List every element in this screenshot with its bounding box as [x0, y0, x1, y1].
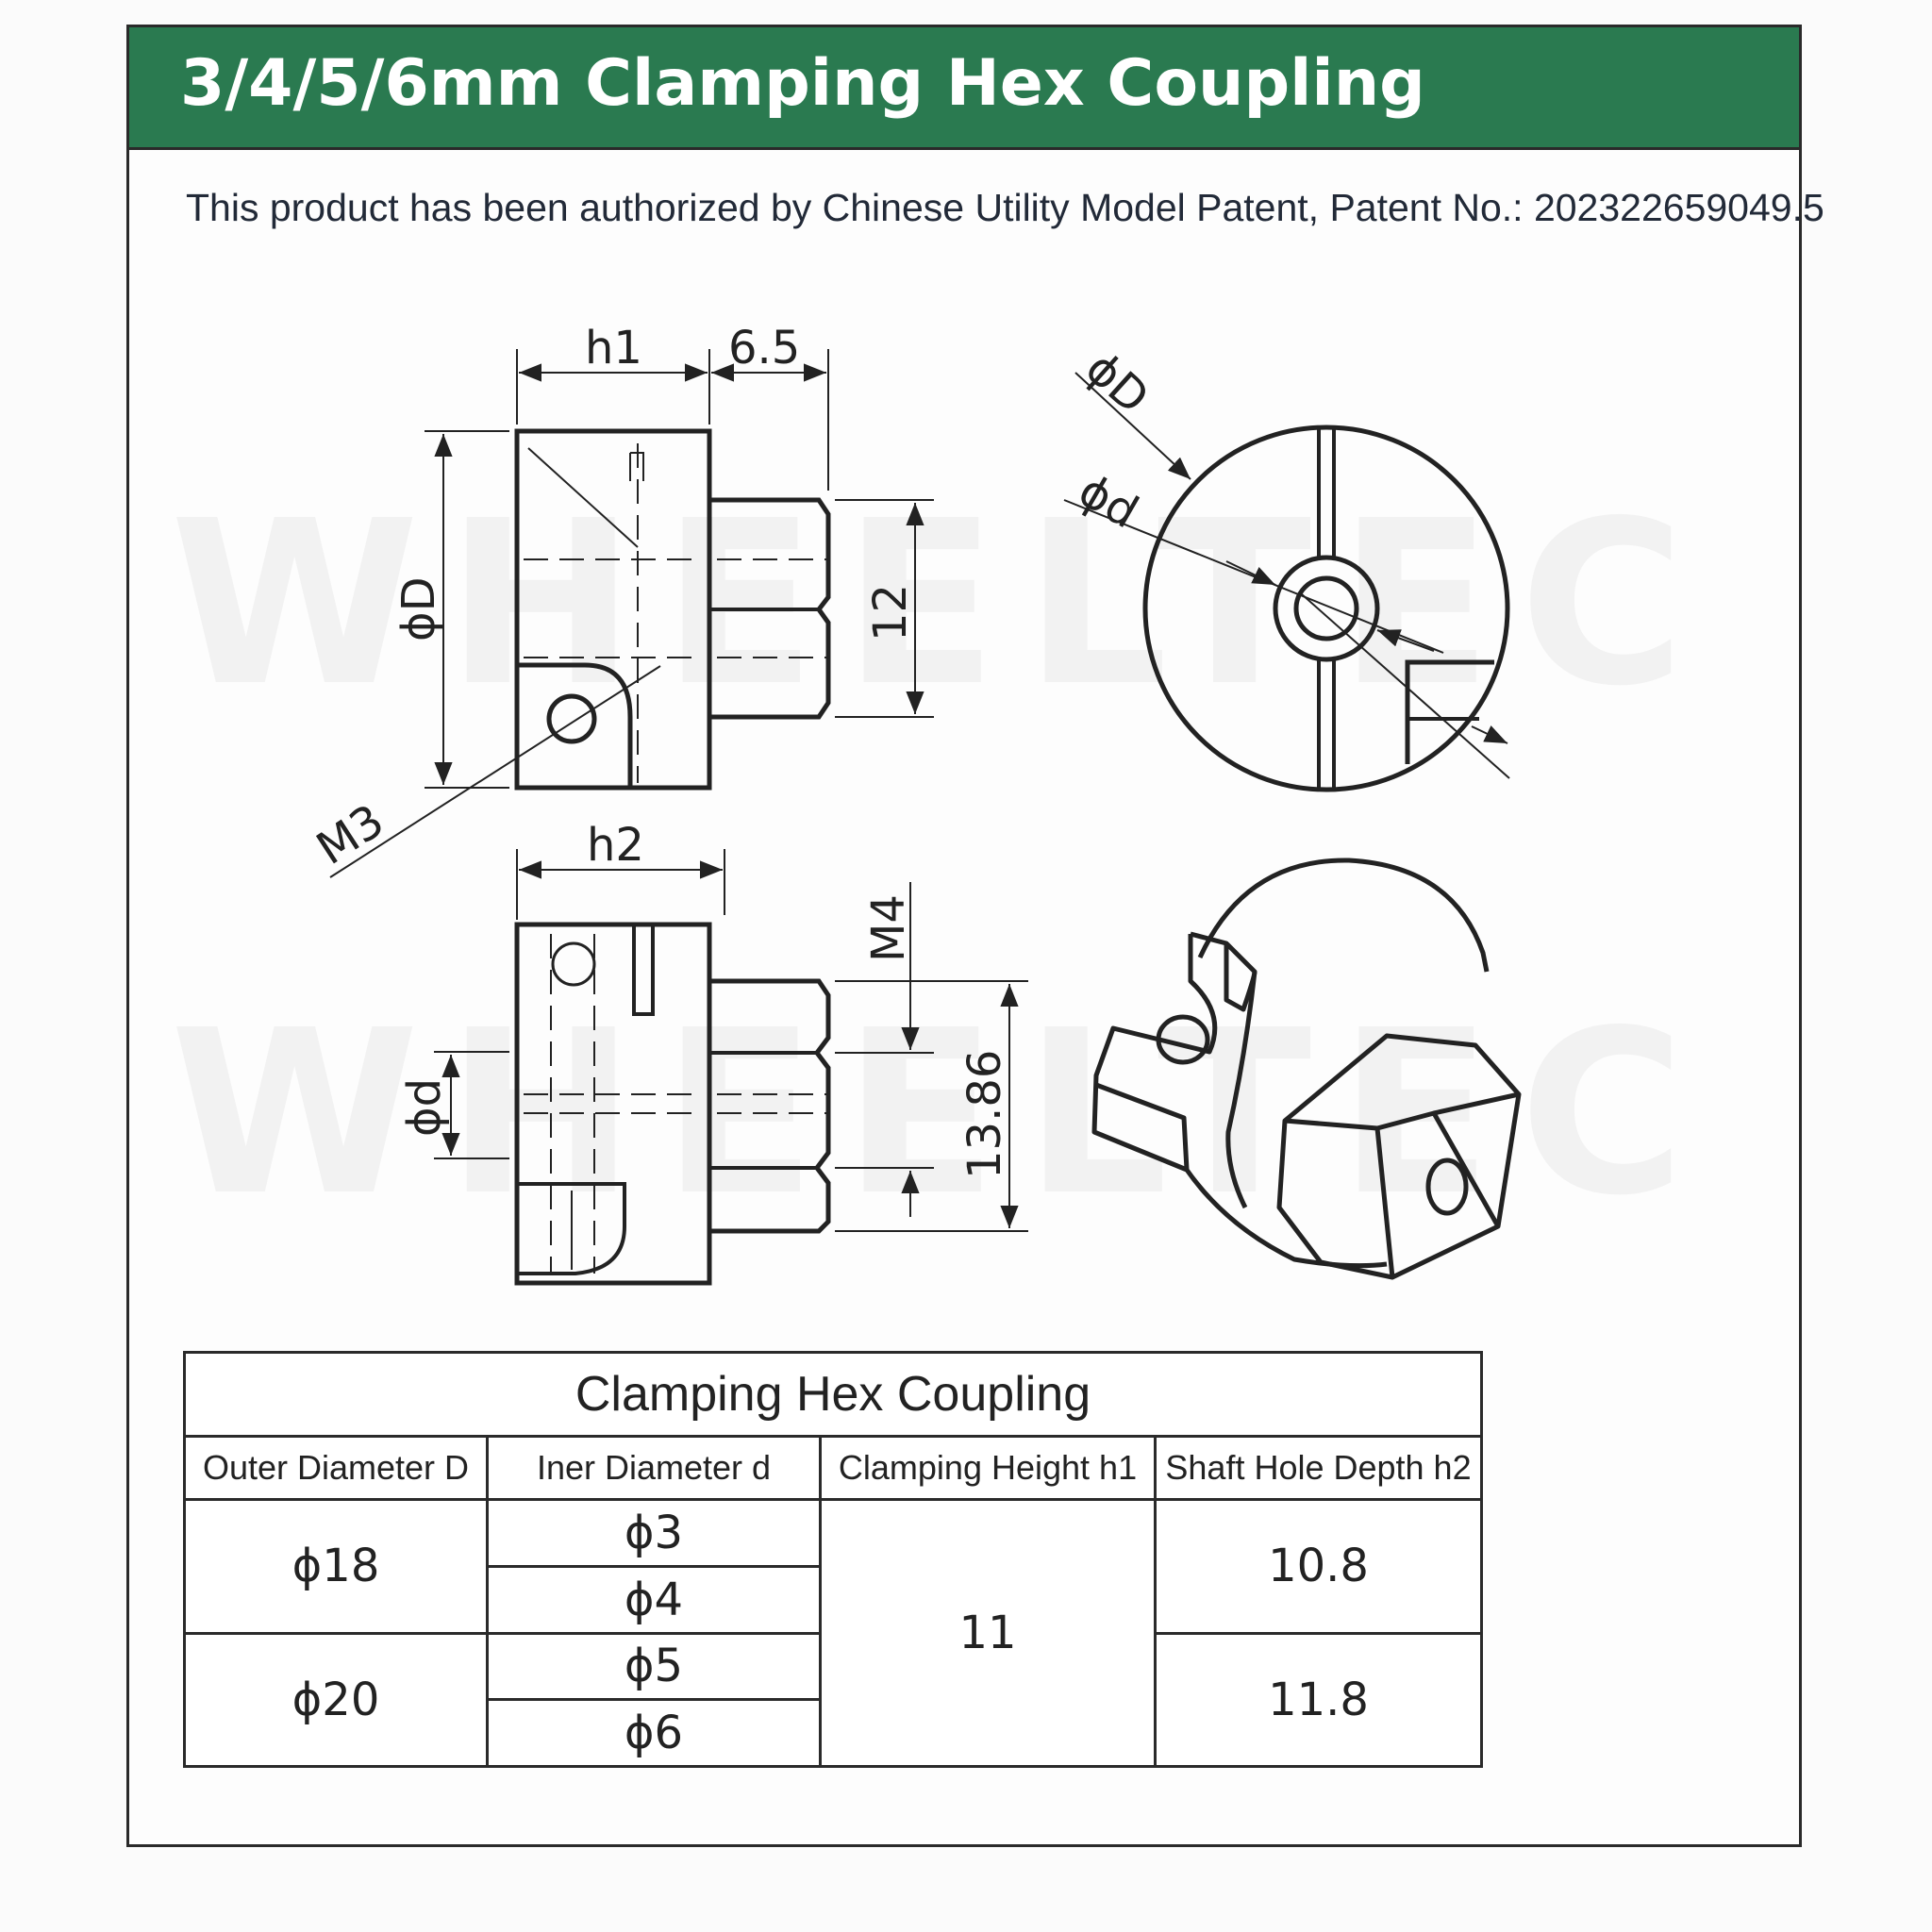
iso-bore — [1428, 1160, 1466, 1213]
dim-hex-flats: 12 — [864, 583, 917, 641]
bore-inner-circle — [1296, 578, 1357, 639]
coupling-body-lower — [517, 924, 709, 1283]
dim-thread: M4 — [862, 894, 915, 962]
hex-boss-lower — [709, 981, 828, 1231]
col-header-outer-diameter: Outer Diameter D — [185, 1437, 488, 1500]
cell-shaft-depth-10-8: 10.8 — [1156, 1500, 1482, 1634]
coupling-body-side — [517, 431, 709, 788]
spec-table-title: Clamping Hex Coupling — [185, 1353, 1482, 1437]
cell-clamping-height: 11 — [821, 1500, 1156, 1767]
dim-screw: M3 — [308, 793, 393, 876]
col-header-clamping-height: Clamping Height h1 — [821, 1437, 1156, 1500]
patent-note: This product has been authorized by Chinese Utility Model Patent, Patent No.: 202322659049.5 — [186, 186, 1824, 229]
cell-inner-diameter-4: ϕ4 — [488, 1566, 821, 1633]
dim-diameter-side: ϕD — [392, 576, 445, 641]
cell-inner-diameter-3: ϕ3 — [488, 1500, 821, 1567]
iso-hex-nut — [1279, 1036, 1519, 1277]
spec-table — [183, 1351, 1483, 1768]
iso-body-outline — [1094, 860, 1487, 1266]
cell-shaft-depth-11-8: 11.8 — [1156, 1633, 1482, 1767]
set-screw-hole — [549, 696, 594, 741]
dim-h2: h2 — [587, 819, 644, 872]
bore-outer-circle — [1275, 558, 1377, 659]
dim-hex-corners: 13.86 — [958, 1049, 1011, 1179]
dim-inner-diameter-front: ϕd — [1070, 463, 1147, 540]
front-view — [1064, 373, 1509, 790]
cell-inner-diameter-6: ϕ6 — [488, 1700, 821, 1767]
cell-inner-diameter-5: ϕ5 — [488, 1633, 821, 1700]
isometric-view — [1094, 860, 1519, 1277]
cell-outer-diameter-20: ϕ20 — [185, 1633, 488, 1767]
dim-hex-length: 6.5 — [728, 322, 801, 375]
lower-view — [434, 849, 1028, 1283]
dim-h1: h1 — [585, 322, 642, 375]
dim-bore-lower: ϕd — [398, 1077, 451, 1137]
col-header-shaft-hole-depth: Shaft Hole Depth h2 — [1156, 1437, 1482, 1500]
page-title: 3/4/5/6mm Clamping Hex Coupling — [180, 46, 1425, 121]
dim-outer-diameter-front: ϕD — [1074, 341, 1159, 425]
coupling-outer-circle — [1145, 427, 1507, 790]
clamp-slot — [634, 924, 653, 1014]
cell-outer-diameter-18: ϕ18 — [185, 1500, 488, 1634]
col-header-inner-diameter: Iner Diameter d — [488, 1437, 821, 1500]
